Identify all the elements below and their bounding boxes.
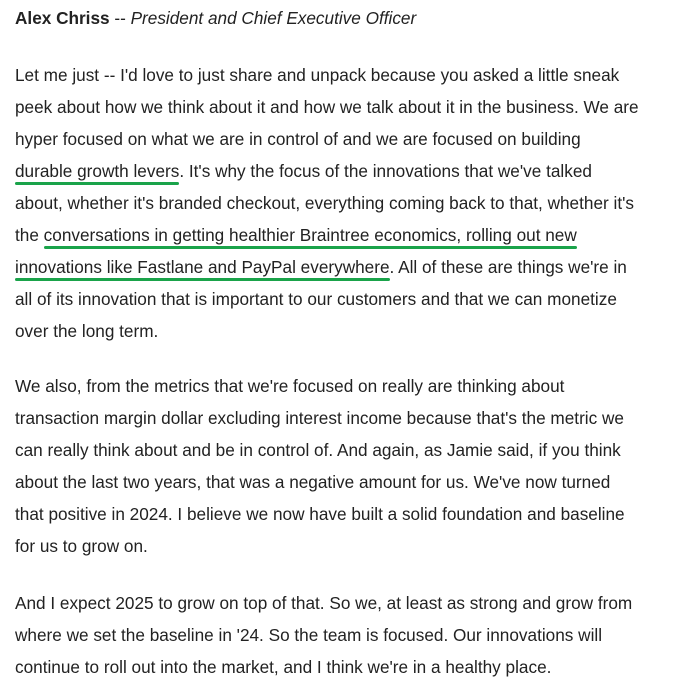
highlight-underline: [44, 246, 577, 249]
paragraph-line: hyper focused on what we are in control of and we are focused on building: [15, 129, 581, 149]
speaker-header: [15, 8, 677, 28]
paragraph-3: [15, 587, 632, 683]
speaker-role: President and Chief Executive Officer: [130, 8, 417, 28]
paragraph-line: over the long term.: [15, 321, 159, 341]
paragraph-2: [15, 370, 625, 562]
paragraph-line: Let me just -- I'd love to just share and unpack because you asked a little sneak: [15, 65, 620, 85]
paragraph-line: transaction margin dollar excluding interest income because that's the metric we: [15, 408, 624, 428]
speaker-name: Alex Chriss: [15, 8, 110, 28]
paragraph-line: innovations like Fastlane and PayPal everywhere. All of these are things we're in: [15, 257, 627, 277]
paragraph-line: can really think about and be in control of. And again, as Jamie said, if you think: [15, 440, 621, 460]
paragraph-line: about, whether it's branded checkout, everything coming back to that, whether it's: [15, 193, 634, 213]
highlight-underline: [15, 182, 179, 185]
speaker-separator: --: [109, 8, 131, 28]
paragraph-line: peek about how we think about it and how we talk about it in the business. We are: [15, 97, 639, 117]
paragraph-line: We also, from the metrics that we're focused on really are thinking about: [15, 376, 565, 396]
paragraph-line: where we set the baseline in '24. So the team is focused. Our innovations will: [15, 625, 603, 645]
paragraph-line: continue to roll out into the market, and I think we're in a healthy place.: [15, 657, 552, 677]
paragraph-1: [15, 59, 639, 347]
paragraph-line: the conversations in getting healthier Braintree economics, rolling out new: [15, 225, 577, 245]
highlight-underline: [15, 278, 390, 281]
paragraph-line: And I expect 2025 to grow on top of that. So we, at least as strong and grow from: [15, 593, 633, 613]
paragraph-line: for us to grow on.: [15, 536, 148, 556]
paragraph-line: all of its innovation that is important to our customers and that we can monetize: [15, 289, 617, 309]
transcript-document: [15, 0, 677, 677]
paragraph-line: about the last two years, that was a negative amount for us. We've now turned: [15, 472, 611, 492]
paragraph-line: durable growth levers. It's why the focus of the innovations that we've talked: [15, 161, 592, 181]
paragraph-line: that positive in 2024. I believe we now have built a solid foundation and baseline: [15, 504, 625, 524]
